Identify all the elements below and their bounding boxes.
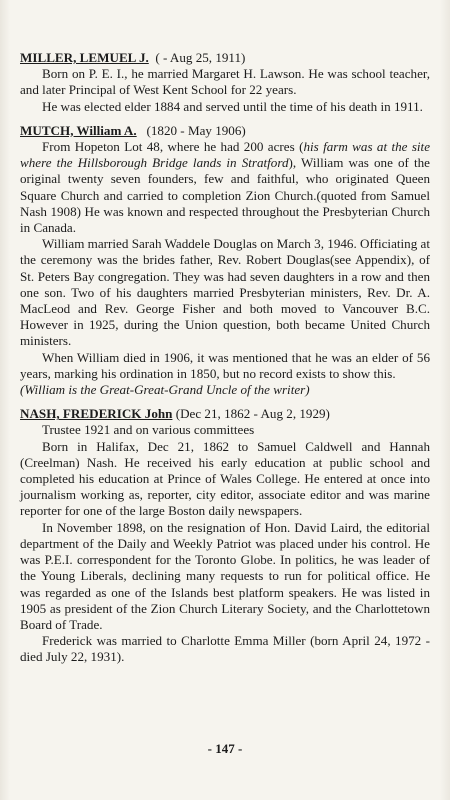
entry-paragraph: William married Sarah Waddele Douglas on March 3, 1946. Officiating at the ceremony was the brides father, Rev. Robert Douglas(see Appendix), of St. Peters Bay congregation. They was had seven daughters in a row and then one son. Two of his daughters married Presbyterian ministers, Rev. Dr. A. MacLeod and Rev. George Fisher and both moved to Vancouver B.C. However in 1925, during the Union question, both became United Church ministers. [20,236,430,349]
entry-dates: (Dec 21, 1862 - Aug 2, 1929) [175,406,330,422]
entry-note: (William is the Great-Great-Grand Uncle of the writer) [20,382,310,398]
entry-paragraph: Born on P. E. I., he married Margaret H. Lawson. He was school teacher, and later Principal of West Kent School for 22 years. [20,66,430,98]
entry-name: MILLER, LEMUEL J. [20,50,149,65]
entry-paragraph: When William died in 1906, it was mentioned that he was an elder of 56 years, marking his ordination in 1850, but no record exists to show this. [20,349,430,381]
entry-paragraph: Frederick was married to Charlotte Emma Miller (born April 24, 1972 - died July 22, 1931). [20,633,430,665]
entry-heading [20,123,430,139]
entry-dates: ( - Aug 25, 1911) [155,50,246,65]
entry-miller [20,50,430,115]
entry-dates: (1820 - May 1906) [146,122,246,138]
page-body [20,50,430,666]
entry-nash [20,406,430,665]
entry-paragraph: Trustee 1921 and on various committees [42,422,255,438]
entry-paragraph: He was elected elder 1884 and served until the time of his death in 1911. [42,98,423,114]
entry-name: MUTCH, William A. [20,122,137,138]
entry-mutch [20,123,430,398]
entry-heading [20,406,430,422]
entry-heading [20,50,430,66]
entry-paragraph [20,139,430,236]
paragraph-italic-text: his farm was at the site where the Hillsborough Bridge lands in Stratford [20,139,431,171]
paragraph-text: From Hopeton Lot 48, where he had 200 acres ( [42,139,304,155]
entry-name: NASH, FREDERICK John [20,406,173,422]
paragraph-text: ), William was one of the original twenty seven founders, few and faithful, who originated Queen Square Church and carried to completion Zion Church.(quoted from Samuel Nash 1908) He was known and respected throughout the Presbyterian Church in Canada. [20,155,430,236]
entry-paragraph: Born in Halifax, Dec 21, 1862 to Samuel Caldwell and Hannah (Creelman) Nash. He received his early education at public school and completed his education at Prince of Wales College. He entered at once into journalism working as, reporter, city editor, associate editor and was marine reporter for one of the large Boston daily newspapers. [20,438,430,519]
entry-paragraph: In November 1898, on the resignation of Hon. David Laird, the editorial department of the Daily and Weekly Patriot was placed under his control. He was P.E.I. correspondent for the Toronto Globe. In politics, he was leader of the Young Liberals, declining many requests to run for political office. He was regarded as one of the Islands best platform speakers. He was listed in 1905 as president of the Zion Church Literary Society, and the Charlottetown Board of Trade. [20,519,430,632]
page-number: - 147 - [207,741,243,756]
